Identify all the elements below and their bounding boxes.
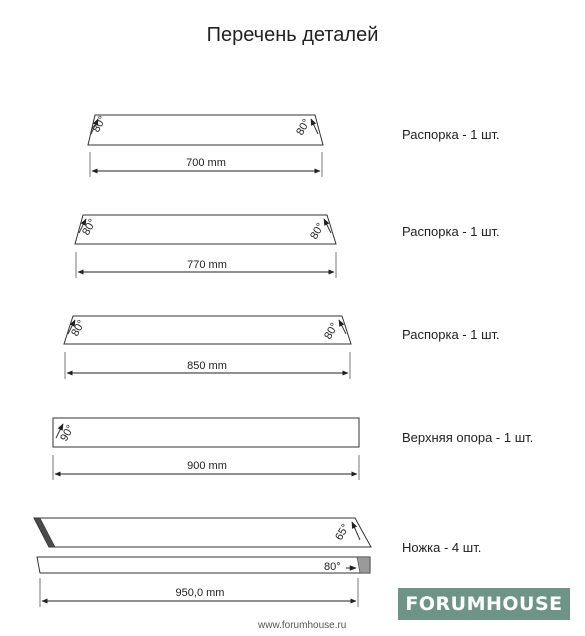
part-5-side-face [37,557,370,573]
part-1-shape [88,115,323,145]
part-3-label: Распорка - 1 шт. [402,327,500,342]
part-3-drawing [64,316,351,379]
part-5-drawing [34,518,371,607]
part-3-angle-left: 80° [69,318,88,339]
part-5-dimension: 950,0 mm [175,587,225,599]
part-3-angle-right: 80° [322,321,341,342]
part-1-label: Распорка - 1 шт. [402,127,500,142]
part-2-angle-right: 80° [308,221,327,242]
forumhouse-logo [398,588,570,620]
part-5-label: Ножка - 4 шт. [402,540,482,555]
part-4-drawing [53,418,359,480]
part-2-label: Распорка - 1 шт. [402,224,500,239]
part-2-angle-left: 80° [80,217,99,238]
part-2-shape [75,215,336,244]
logo-text: FORUMHOUSE [405,593,563,615]
site-url: www.forumhouse.ru [258,620,347,631]
part-1-angle-right: 80° [294,117,313,138]
part-1-dimension: 700 mm [186,157,226,169]
part-3-dimension: 850 mm [187,360,227,372]
part-1-angle-left: 80° [90,114,109,135]
part-4-label: Верхняя опора - 1 шт. [402,430,534,445]
part-5-angle-bottom: 80° [324,561,341,573]
page-title: Перечень деталей [206,24,379,46]
part-3-shape [64,316,351,344]
part-2-dimension: 770 mm [187,259,227,271]
part-1-drawing [88,114,323,177]
part-5-front-face [34,518,371,547]
part-4-angle: 90° [58,423,77,444]
part-5-angle-top: 65° [333,522,352,543]
part-4-shape [53,418,359,447]
part-4-dimension: 900 mm [187,460,227,472]
part-2-drawing [75,215,336,278]
